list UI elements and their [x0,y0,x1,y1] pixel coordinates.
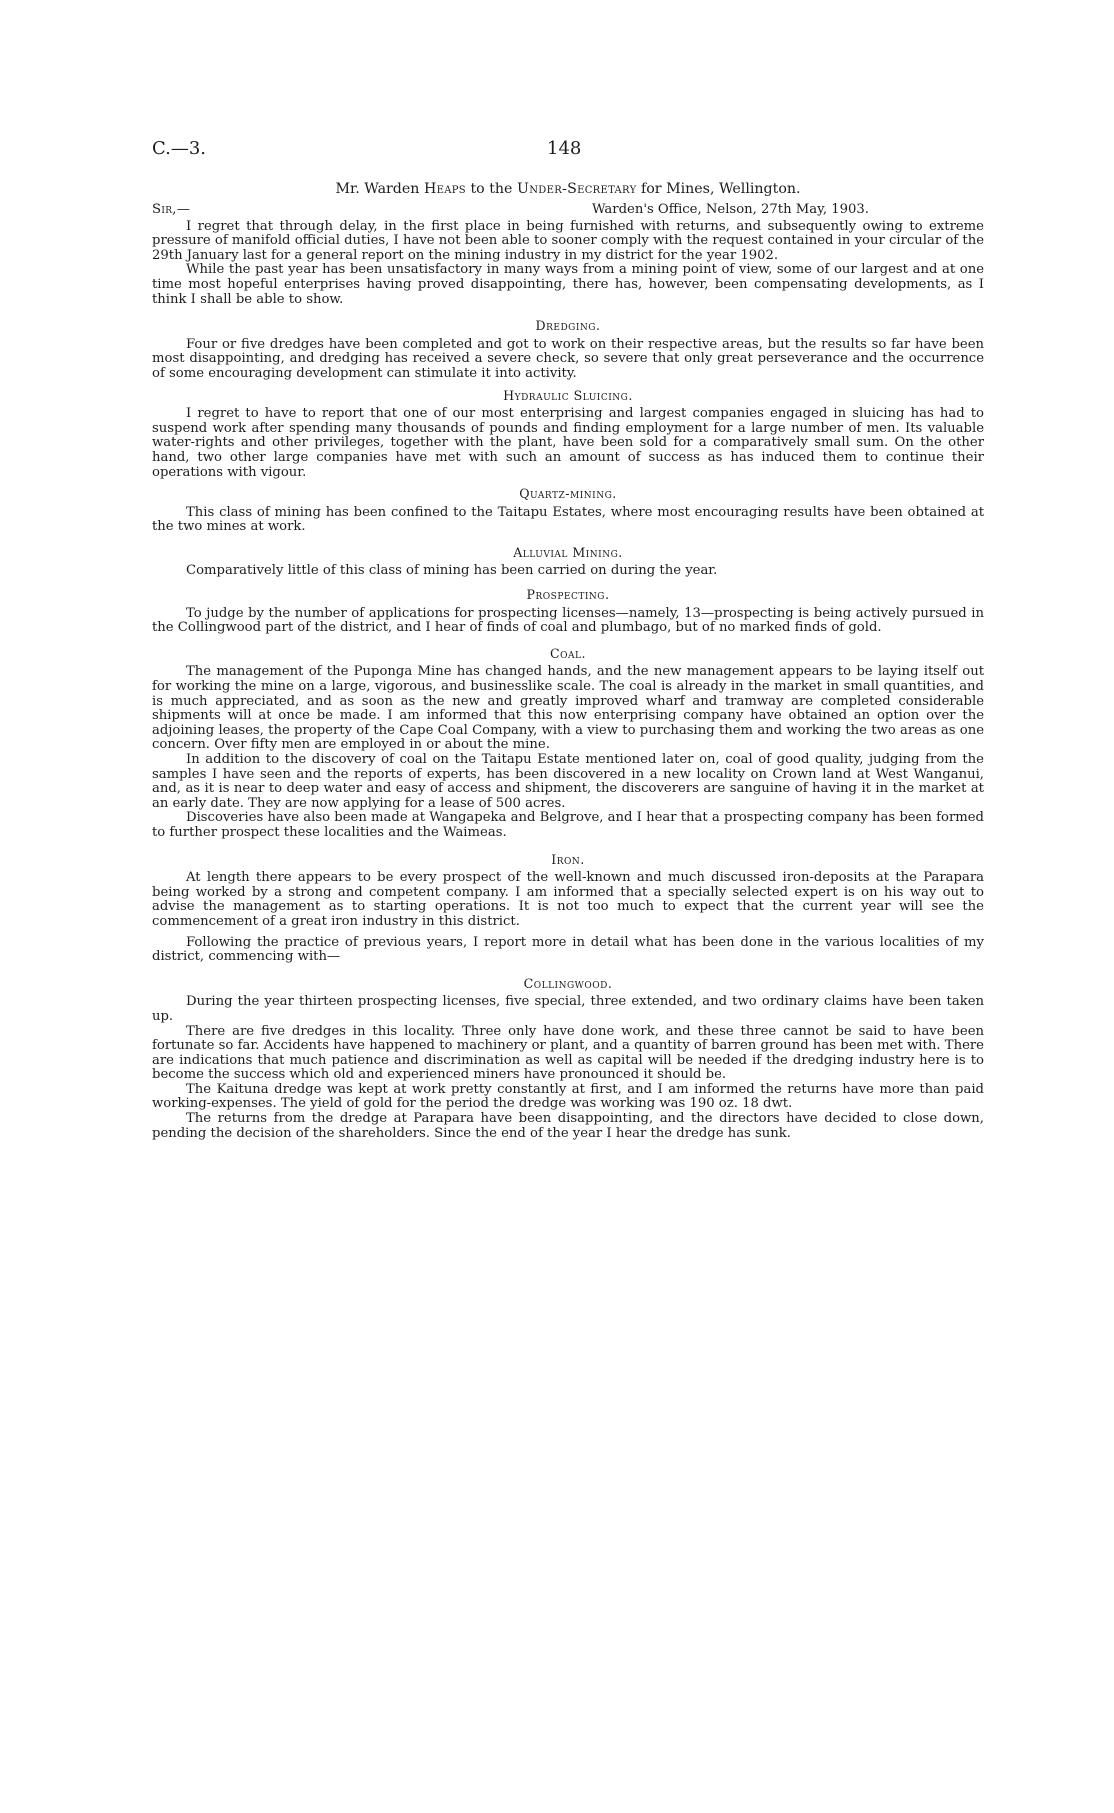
paragraph: Following the practice of previous years, I report more in detail what has been done in the various localities of my district, commencing with— [152,934,984,965]
paragraph: In addition to the discovery of coal on the Taitapu Estate mentioned later on, coal of good quality, judging from the samples I have seen and the reports of experts, has been discovered in a new locality on Crown land at West Wanganui, and, as it is near to deep water and easy of access and shipment, the discoverers are sanguine of having it in the market at an early date. They are now applying for a lease of 500 acres. [152,752,984,811]
paragraph: At length there appears to be every prospect of the well-known and much discussed iron-deposits at the Parapara being worked by a strong and competent company. I am informed that a specially selected expert is on his way out to advise the management as to starting operations. It is not too much to expect that the current year will see the commencement of a great iron industry in this district. [152,870,984,929]
letter-body [152,182,984,1141]
paragraph: Four or five dredges have been completed and got to work on their respective areas, but the results so far have been most disappointing, and dredging has received a severe check, so severe that only great perseverance and the occurrence of some encouraging development can stimulate it into activity. [152,336,984,381]
page-header [152,138,982,162]
section-heading-quartz-mining: Quartz-mining. [519,486,617,502]
section-heading-dredging: Dredging. [535,318,601,334]
title-prefix: Mr. Warden [335,181,420,197]
letter-title [152,182,984,197]
page-number: 148 [547,138,582,159]
document-reference: C.—3. [152,138,207,159]
title-name: Heaps [423,181,466,197]
section-heading-collingwood: Collingwood. [523,975,613,991]
title-mid: to the [470,181,513,197]
paragraph: To judge by the number of applications for prospecting licenses—namely, 13—prospecting is being actively pursued in the Collingwood part of the district, and I hear of finds of coal and plumbago, but of no marked finds of gold. [152,605,984,636]
paragraph: The management of the Puponga Mine has changed hands, and the new management appears to be laying itself out for working the mine on a large, vigorous, and businesslike scale. The coal is already in the market in small quantities, and is much appreciated, and as soon as the new and greatly improved wharf and tramway are completed considerable shipments will at once be made. I am informed that this now enterprising company have obtained an option over the adjoining leases, the property of the Cape Coal Company, with a view to purchasing them and working the two areas as one concern. Over fifty men are employed in or about the mine. [152,664,984,753]
paragraph: I regret to have to report that one of our most enterprising and largest companies engaged in sluicing has had to suspend work after spending many thousands of pounds and finding employment for a large number of men. Its valuable water-rights and other privileges, together with the plant, have been sold for a comparatively small sum. On the other hand, two other large companies have met with such an amount of success as has induced them to continue their operations with vigour. [152,406,984,480]
paragraph: While the past year has been unsatisfactory in many ways from a mining point of view, some of our largest and at one time most hopeful enterprises having proved disappointing, there has, however, been compensating developments, as I think I shall be able to show. [152,262,984,307]
section-heading-iron: Iron. [551,851,585,867]
paragraph: Discoveries have also been made at Wangapeka and Belgrove, and I hear that a prospecting company has been formed to further prospect these localities and the Waimeas. [152,810,984,840]
paragraph: Comparatively little of this class of mining has been carried on during the year. [186,563,718,579]
paragraph: There are five dredges in this locality. Three only have done work, and these three cannot be said to have been fortunate so far. Accidents have happened to machinery or plant, and a quantity of barren ground has been met with. There are indications that much patience and discrimination as well as capital will be needed if the dredging industry here is to become the success which old and experienced miners have pronounced it should be. [152,1023,984,1083]
section-heading-hydraulic-sluicing: Hydraulic Sluicing. [503,387,633,403]
section-heading-alluvial-mining: Alluvial Mining. [513,544,623,560]
paragraph: The Kaituna dredge was kept at work pretty constantly at first, and I am informed the returns have more than paid working-expenses. The yield of gold for the period the dredge was working was 190 oz. 18 dwt. [152,1081,984,1112]
paragraph: The returns from the dredge at Parapara have been disappointing, and the directors have decided to close down, pending the decision of the shareholders. Since the end of the year I hear the dredge has sunk. [152,1111,984,1141]
salutation: Sir,— [152,201,191,217]
paragraph: This class of mining has been confined to the Taitapu Estates, where most encouraging results have been obtained at the two mines at work. [152,504,984,535]
paragraph: I regret that through delay, in the first place in being furnished with returns, and subsequently owing to extreme pressure of manifold official duties, I have not been able to sooner comply with the request contained in your circular of the 29th January last for a general report on the mining industry in my district for the year 1902. [152,218,984,263]
address-line [152,203,984,219]
section-heading-prospecting: Prospecting. [526,587,610,603]
title-suffix: for Mines, Wellington. [641,181,801,197]
office-date: Warden's Office, Nelson, 27th May, 1903. [592,201,869,217]
section-heading-coal: Coal. [550,645,586,661]
paragraph: During the year thirteen prospecting licenses, five special, three extended, and two ordinary claims have been taken up. [152,994,984,1024]
title-destination: Under-Secretary [516,181,637,197]
